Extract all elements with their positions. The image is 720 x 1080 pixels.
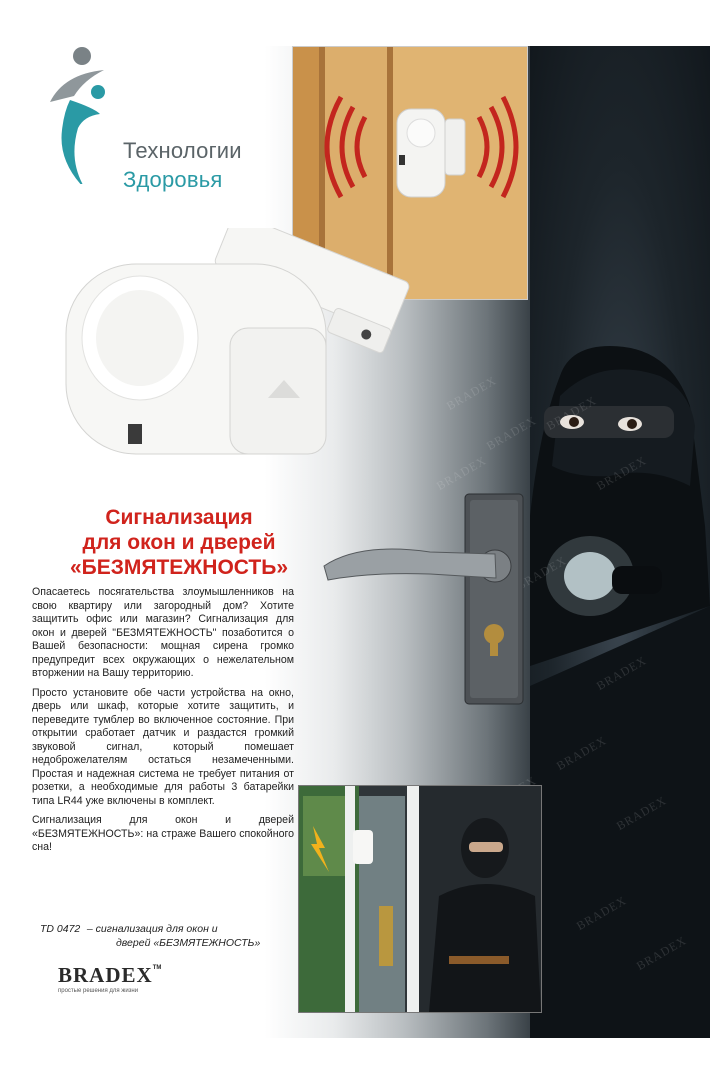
logo [44,44,254,214]
heading-line1: Сигнализация [105,506,253,529]
heading-line2: для окон и дверей [82,531,276,554]
product-desc-line2: дверей «БЕЗМЯТЕЖНОСТЬ» [116,937,261,949]
burglar-image [530,46,710,1038]
watermark: BRADEX [443,373,499,413]
brand-tagline: простые решения для жизни [58,988,139,994]
product-desc-line1: – сигнализация для окон и [86,923,218,935]
logo-figure-icon [44,44,124,184]
window-scene-image [299,786,541,1012]
brand-tm: TM [152,965,162,971]
logo-text-line2: Здоровья [123,167,223,192]
heading-line3: «БЕЗМЯТЕЖНОСТЬ» [69,556,289,579]
product-description [32,586,294,861]
door-handle-image [320,488,540,718]
burglar-scene [530,46,710,1038]
watermark: BRADEX [483,413,539,453]
brand-name: BRADEX [58,963,153,987]
watermark: BRADEX [433,453,489,493]
product-code: TD 0472 [40,923,81,935]
product-heading [64,505,294,580]
product-code-block [40,922,280,950]
window-burglar-photo [298,785,542,1013]
description-paragraph-3: Сигнализация для окон и дверей «БЕЗМЯТЕЖНОСТЬ»: на страже Вашего спокойного сна! [32,814,294,853]
alarm-device-image [40,228,440,508]
brand-logo [58,963,161,988]
logo-text-line1: Технологии [123,138,242,163]
description-paragraph-2: Просто установите обе части устройства на окно, дверь или шкаф, которые хотите защитить, и переведите тумблер во включенное состояние. При открытии сработает датчик и раздастся громкий звуковой сигнал, который помешает недоброжелателям остаться незамеченными. Простая и надежная система не требует питания от розетки, а необходимые для работы 3 батарейки типа LR44 уже включены в комплект. [32,686,294,807]
description-paragraph-1: Опасаетесь посягательства злоумышленников на свою квартиру или загородный дом? Хотите защитить офис или магазин? Сигнализация для окон и дверей "БЕЗМЯТЕЖНОСТЬ" позаботится о Вашей безопасности: мощная сирена громко предупредит всех окружающих о нежелательном вторжении на Вашу территорию. [32,586,294,679]
